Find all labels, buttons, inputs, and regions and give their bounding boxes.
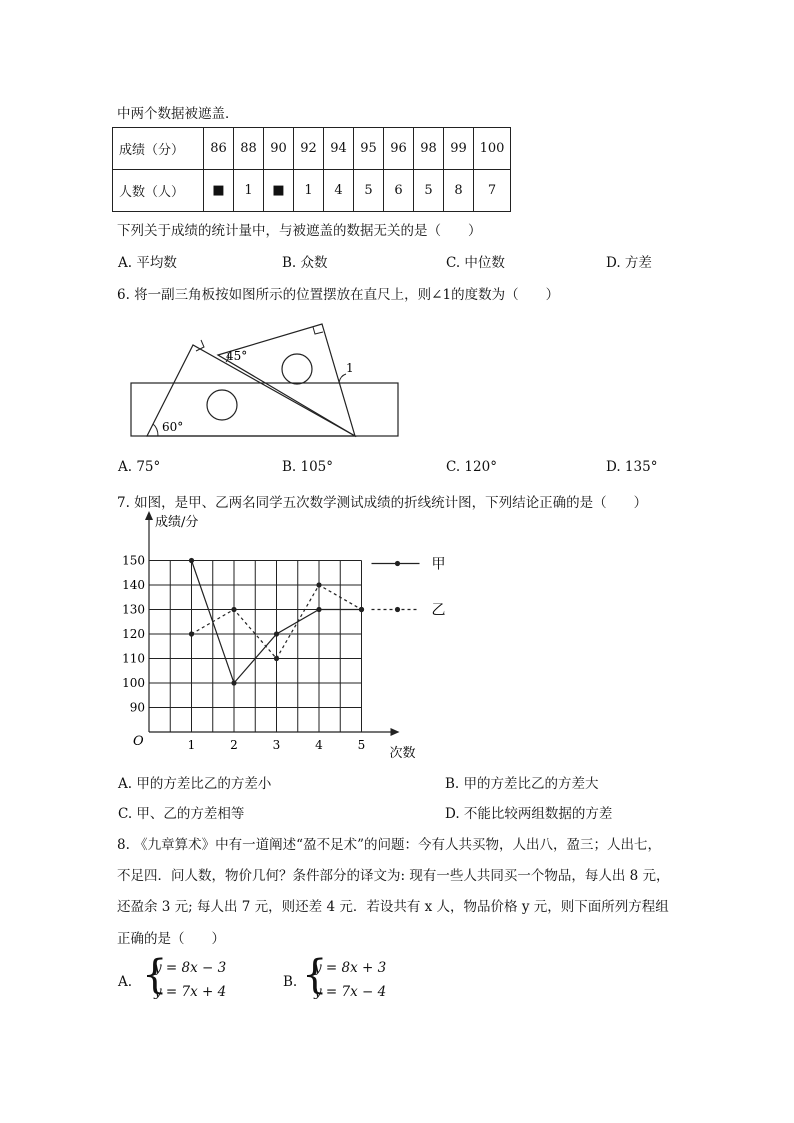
table-row: [113, 170, 511, 212]
q8-line-2: 不足四．问人数，物价几何？条件部分的译文为: 现有一些人共同买一个物品，每人出 8 元，: [117, 868, 670, 884]
table-cell: 6: [384, 170, 414, 212]
q7-option-b[interactable]: B. 甲的方差比乙的方差大: [445, 776, 599, 792]
table-cell: 100: [474, 128, 511, 170]
x-axis-arrow: [391, 728, 400, 736]
table-cell: 1: [234, 170, 264, 212]
x-tick-label: 5: [357, 738, 366, 752]
data-point: [274, 656, 279, 661]
q6-option-c[interactable]: C. 120°: [446, 459, 497, 475]
table-cell: 95: [354, 128, 384, 170]
table-header-count: 人数（人）: [113, 170, 204, 212]
x-tick-label: 3: [272, 738, 281, 752]
table-cell: 99: [444, 128, 474, 170]
data-point: [359, 607, 364, 612]
angle-label-60: 60°: [162, 420, 184, 434]
angle-label-45: 45°: [226, 349, 248, 363]
q5-option-a[interactable]: A. 平均数: [118, 255, 177, 271]
data-point: [316, 607, 321, 612]
table-cell: 1: [294, 170, 324, 212]
table-cell: 90: [264, 128, 294, 170]
angle-arc-60: [153, 424, 158, 436]
q8-line-4: 正确的是（ ）: [117, 931, 225, 947]
angle-label-1: 1: [346, 361, 354, 375]
brace-icon: {: [302, 952, 328, 998]
table-cell: 7: [474, 170, 511, 212]
table-cell: 5: [414, 170, 444, 212]
table-cell: 96: [384, 128, 414, 170]
data-point: [189, 631, 194, 636]
equation: y = 8x + 3: [314, 960, 387, 976]
y-axis-arrow: [145, 511, 153, 520]
y-tick-label: 100: [122, 676, 145, 690]
q5-option-c[interactable]: C. 中位数: [446, 255, 505, 271]
data-point: [189, 558, 194, 563]
q5-option-d[interactable]: D. 方差: [606, 255, 652, 271]
table-cell: 98: [414, 128, 444, 170]
q8-option-b-system[interactable]: [302, 952, 392, 1004]
q7-line-chart: [122, 508, 455, 766]
table-cell: 88: [234, 128, 264, 170]
q6-option-d[interactable]: D. 135°: [606, 459, 658, 475]
data-point: [231, 607, 236, 612]
y-tick-label: 90: [129, 700, 145, 715]
q8-option-b-label[interactable]: B.: [283, 974, 298, 990]
brace-icon: {: [142, 952, 168, 998]
x-tick-label: 1: [187, 738, 196, 752]
y-tick-label: 140: [122, 578, 145, 592]
origin-label: O: [133, 734, 144, 749]
q8-line-3: 还盈余 3 元; 每人出 7 元，则还差 4 元．若设共有 x 人，物品价格 y 元，则下面所列方程组: [117, 899, 669, 915]
q6-figure: [120, 318, 410, 443]
q5-stem: 下列关于成绩的统计量中，与被遮盖的数据无关的是（ ）: [117, 223, 482, 239]
angle-arc-1: [339, 374, 346, 383]
q8-option-a-label[interactable]: A.: [118, 974, 133, 990]
q6-stem: 6. 将一副三角板按如图所示的位置摆放在直尺上，则∠1的度数为（ ）: [117, 287, 560, 303]
table-cell: 92: [294, 128, 324, 170]
table-cell: 4: [324, 170, 354, 212]
legend-label: 甲: [431, 556, 446, 573]
q6-option-b[interactable]: B. 105°: [282, 459, 334, 475]
equation: y = 7x + 4: [154, 984, 227, 1000]
table-cell: ■: [204, 170, 234, 212]
triangle-hole-circle: [282, 354, 312, 384]
table-header-score: 成绩（分）: [113, 128, 204, 170]
y-axis-label: 成绩/分: [155, 515, 199, 530]
score-table: [112, 127, 511, 212]
table-cell: 94: [324, 128, 354, 170]
data-point: [231, 680, 236, 685]
right-angle-mark: [313, 327, 323, 334]
table-row: [113, 128, 511, 170]
q7-stem: 7. 如图，是甲、乙两名同学五次数学测试成绩的折线统计图，下列结论正确的是（ ）: [117, 495, 648, 511]
q6-option-a[interactable]: A. 75°: [118, 459, 161, 475]
x-axis-label: 次数: [389, 746, 416, 761]
table-cell: ■: [264, 170, 294, 212]
data-point: [316, 582, 321, 587]
table-cell: 86: [204, 128, 234, 170]
ruler-hole-circle: [207, 390, 237, 420]
q7-option-d[interactable]: D. 不能比较两组数据的方差: [445, 806, 613, 822]
x-tick-label: 2: [230, 738, 238, 752]
q5-option-b[interactable]: B. 众数: [282, 255, 328, 271]
x-tick-label: 4: [315, 738, 323, 752]
y-tick-label: 150: [122, 553, 145, 568]
table-cell: 8: [444, 170, 474, 212]
legend-label: 乙: [431, 602, 446, 619]
equation: y = 8x − 3: [154, 960, 227, 976]
q8-line-1: 8. 《九章算术》中有一道阐述“盈不足术”的问题：今有人共买物，人出八，盈三；人出七，: [117, 837, 661, 853]
y-tick-label: 120: [122, 627, 145, 641]
q7-option-c[interactable]: C. 甲、乙的方差相等: [118, 806, 245, 822]
intro-line: 中两个数据被遮盖．: [117, 106, 239, 122]
equation: y = 7x − 4: [314, 984, 387, 1000]
legend-marker: [395, 561, 400, 566]
right-angle-mark: [196, 340, 204, 351]
y-tick-label: 130: [122, 602, 145, 617]
y-tick-label: 110: [122, 651, 145, 666]
legend-marker: [395, 607, 400, 612]
data-point: [274, 631, 279, 636]
q8-option-a-system[interactable]: [142, 952, 232, 1004]
q7-option-a[interactable]: A. 甲的方差比乙的方差小: [118, 776, 272, 792]
table-cell: 5: [354, 170, 384, 212]
